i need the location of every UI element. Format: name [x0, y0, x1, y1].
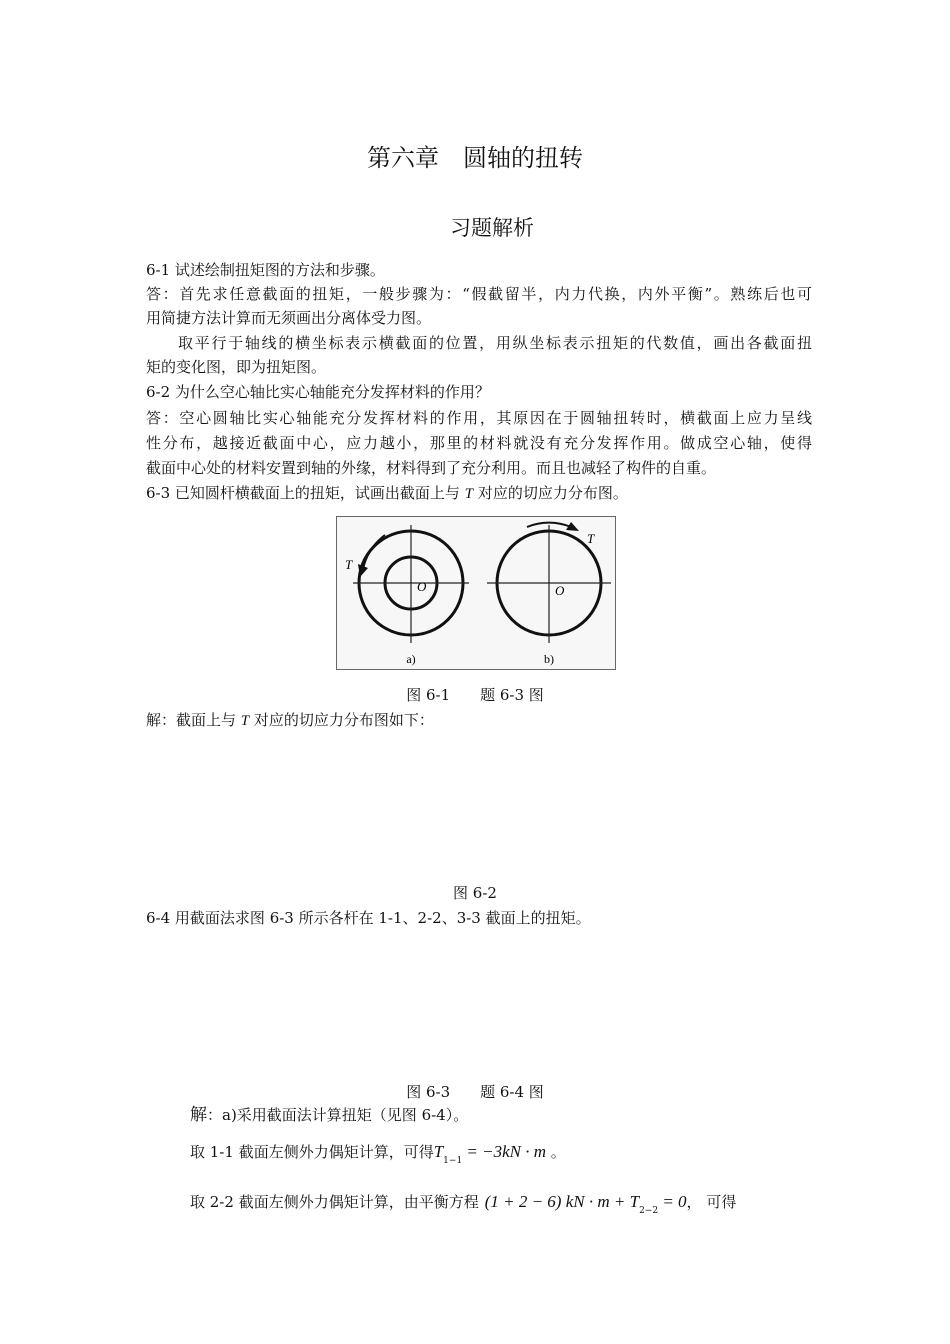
figure-6-1 [336, 516, 616, 670]
answer-6-1-line3: 取平行于轴线的横坐标表示横截面的位置，用纵坐标表示扭矩的代数值，画出各截面扭 [178, 334, 812, 352]
question-6-2: 6-2 为什么空心轴比实心轴能充分发挥材料的作用？ [146, 383, 490, 401]
question-6-4: 6-4 用截面法求图 6-3 所示各杆在 1-1、2-2、3-3 截面上的扭矩。 [146, 909, 591, 927]
label-b: b) [544, 652, 554, 666]
figure-6-1-drawing [337, 517, 615, 669]
symbol-T: T [464, 486, 474, 502]
answer-6-2-line1: 答：空心圆轴比实心轴能充分发挥材料的作用，其原因在于圆轴扭转时，横截面上应力呈线 [146, 409, 812, 427]
solution-6-3-post: 对应的切应力分布图如下： [249, 711, 434, 729]
shaft-a [353, 525, 469, 643]
solution-6-4-line1-rest: ：a)采用截面法计算扭矩（见图 6-4）。 [207, 1106, 469, 1124]
answer-6-1-line1: 答：首先求任意截面的扭矩，一般步骤为：“假截留半，内力代换，内外平衡”。熟练后也可 [146, 285, 812, 303]
question-6-1: 6-1 试述绘制扭矩图的方法和步骤。 [146, 261, 385, 279]
answer-6-1-line2: 用简捷方法计算而无须画出分离体受力图。 [146, 309, 432, 327]
solution-6-4-line3-end: ， 可得 [686, 1193, 737, 1211]
solution-6-4-line2 [190, 1140, 810, 1173]
label-T-a: T [345, 557, 353, 572]
question-6-3-pre: 6-3 已知圆杆横截面上的扭矩，试画出截面上与 [146, 484, 465, 502]
subscript-2-2: 2−2 [639, 1206, 659, 1216]
solution-6-4-line2-pre: 取 1-1 截面左侧外力偶矩计算，可得 [190, 1143, 434, 1161]
answer-6-2-line3: 截面中心处的材料安置到轴的外缘，材料得到了充分利用。而且也减轻了构件的自重。 [146, 459, 717, 477]
solution-6-4-line1 [190, 1103, 810, 1127]
label-O-a: O [417, 579, 427, 594]
figure-6-2-caption: 图 6-2 [453, 884, 497, 902]
figure-6-3-caption: 图 6-3 题 6-4 图 [406, 1083, 544, 1101]
figure-6-1-caption: 图 6-1 题 6-3 图 [406, 686, 544, 704]
label-T-b: T [587, 531, 595, 546]
symbol-T: T [433, 1142, 444, 1161]
answer-6-1-line4: 矩的变化图，即为扭矩图。 [146, 358, 327, 376]
equation-zero: = 0 [658, 1192, 687, 1211]
solution-6-3 [146, 708, 812, 733]
label-O-b: O [555, 583, 565, 598]
question-6-3-post: 对应的切应力分布图。 [473, 484, 628, 502]
label-a: a) [406, 652, 416, 666]
chapter-title: 第六章 圆轴的扭转 [367, 144, 583, 172]
equation-T11: = −3kN · m [462, 1142, 547, 1161]
subscript-1-1: 1−1 [443, 1156, 463, 1166]
solution-6-4-line3-pre: 取 2-2 截面左侧外力偶矩计算，由平衡方程 [190, 1193, 479, 1211]
solution-6-4-line3 [190, 1190, 810, 1223]
answer-6-2-line2: 性分布，越接近截面中心，应力越小，那里的材料就没有充分发挥作用。做成空心轴，使得 [146, 434, 812, 452]
section-subtitle: 习题解析 [450, 216, 534, 240]
solution-6-4-line2-end: 。 [546, 1143, 566, 1161]
symbol-T: T [240, 713, 250, 729]
solution-6-3-pre: 解：截面上与 [146, 711, 241, 729]
question-6-3 [146, 481, 812, 506]
equation-balance: (1 + 2 − 6) kN · m + T [484, 1192, 640, 1211]
solution-label: 解 [190, 1105, 207, 1125]
